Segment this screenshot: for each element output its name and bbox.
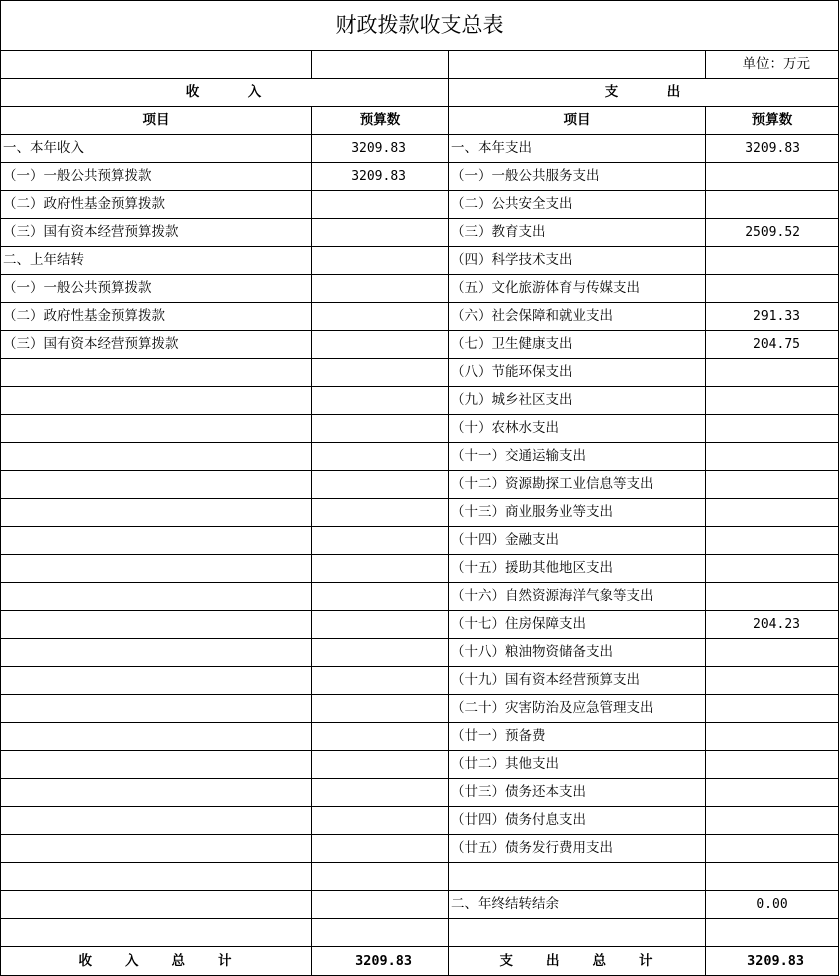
table-row: [1, 191, 839, 219]
table-row: [1, 639, 839, 667]
income-amount-cell: [312, 835, 449, 863]
expense-amount-cell: [706, 779, 839, 807]
expense-amount-cell: 291.33: [706, 303, 839, 331]
income-amount-cell: [312, 191, 449, 219]
expense-amount-cell: [706, 639, 839, 667]
expense-amount-cell: 204.75: [706, 331, 839, 359]
table-row: [1, 919, 839, 947]
income-item-cell: [1, 555, 312, 583]
expense-amount-cell: [706, 695, 839, 723]
income-amount-cell: [312, 779, 449, 807]
income-amount-cell: [312, 891, 449, 919]
income-item-cell: 一、本年收入: [1, 135, 312, 163]
expense-item-cell: （一）一般公共服务支出: [449, 163, 706, 191]
expense-item-cell: [449, 863, 706, 891]
expense-item-cell: 一、本年支出: [449, 135, 706, 163]
table-row: [1, 387, 839, 415]
income-item-cell: [1, 527, 312, 555]
income-item-cell: [1, 611, 312, 639]
expense-amount-cell: [706, 919, 839, 947]
title-row: [1, 1, 839, 51]
table-row: [1, 667, 839, 695]
table-row: [1, 275, 839, 303]
expense-amount-cell: [706, 583, 839, 611]
income-amount-cell: [312, 807, 449, 835]
expense-item-cell: （十四）金融支出: [449, 527, 706, 555]
table-row: [1, 807, 839, 835]
income-item-cell: （三）国有资本经营预算拨款: [1, 219, 312, 247]
expense-item-cell: （廿五）债务发行费用支出: [449, 835, 706, 863]
expense-amount-cell: [706, 863, 839, 891]
expense-item-cell: （七）卫生健康支出: [449, 331, 706, 359]
expense-item-cell: （十三）商业服务业等支出: [449, 499, 706, 527]
expense-item-cell: （二）公共安全支出: [449, 191, 706, 219]
table-row: [1, 219, 839, 247]
expense-amount-cell: 204.23: [706, 611, 839, 639]
expense-amount-cell: 2509.52: [706, 219, 839, 247]
table-row: [1, 555, 839, 583]
expense-amount-cell: [706, 555, 839, 583]
income-item-cell: （一）一般公共预算拨款: [1, 163, 312, 191]
table-row: [1, 247, 839, 275]
expense-item-cell: （十九）国有资本经营预算支出: [449, 667, 706, 695]
unit-label: 单位：万元: [706, 51, 839, 79]
income-amount-cell: [312, 751, 449, 779]
income-amount-cell: [312, 667, 449, 695]
table-row: [1, 835, 839, 863]
income-item-cell: （三）国有资本经营预算拨款: [1, 331, 312, 359]
income-item-cell: [1, 919, 312, 947]
unit-blank-2: [312, 51, 449, 79]
expense-item-cell: （九）城乡社区支出: [449, 387, 706, 415]
expense-amount-cell: [706, 359, 839, 387]
table-row: [1, 863, 839, 891]
income-amount-cell: [312, 359, 449, 387]
expense-item-cell: （三）教育支出: [449, 219, 706, 247]
table-row: [1, 443, 839, 471]
income-amount-cell: [312, 527, 449, 555]
income-amount-cell: [312, 919, 449, 947]
income-item-cell: [1, 583, 312, 611]
table-row: [1, 695, 839, 723]
expense-header: 支 出: [449, 79, 839, 107]
income-amount-cell: 3209.83: [312, 135, 449, 163]
income-amount-cell: [312, 583, 449, 611]
expense-total-label: 支 出 总 计: [449, 947, 706, 976]
unit-blank-3: [449, 51, 706, 79]
table-row: [1, 779, 839, 807]
table-row: [1, 415, 839, 443]
expense-budget-header: 预算数: [706, 107, 839, 135]
income-item-cell: [1, 723, 312, 751]
table-row: [1, 891, 839, 919]
expense-amount-cell: [706, 191, 839, 219]
income-amount-cell: [312, 471, 449, 499]
income-item-cell: [1, 443, 312, 471]
expense-amount-cell: [706, 247, 839, 275]
expense-item-cell: 二、年终结转结余: [449, 891, 706, 919]
expense-item-cell: （四）科学技术支出: [449, 247, 706, 275]
income-amount-cell: [312, 303, 449, 331]
expense-item-header: 项目: [449, 107, 706, 135]
expense-amount-cell: [706, 723, 839, 751]
income-item-cell: [1, 639, 312, 667]
expense-item-cell: （十七）住房保障支出: [449, 611, 706, 639]
table-row: [1, 359, 839, 387]
unit-row: [1, 51, 839, 79]
table-row: [1, 527, 839, 555]
expense-amount-cell: [706, 807, 839, 835]
income-amount-cell: [312, 695, 449, 723]
expense-item-cell: （廿一）预备费: [449, 723, 706, 751]
expense-item-cell: （六）社会保障和就业支出: [449, 303, 706, 331]
expense-amount-cell: [706, 499, 839, 527]
income-item-cell: [1, 499, 312, 527]
expense-amount-cell: [706, 415, 839, 443]
expense-item-cell: （十五）援助其他地区支出: [449, 555, 706, 583]
income-amount-cell: 3209.83: [312, 163, 449, 191]
table-row: [1, 135, 839, 163]
income-item-cell: [1, 695, 312, 723]
section-header-row: [1, 79, 839, 107]
income-amount-cell: [312, 247, 449, 275]
income-item-cell: （二）政府性基金预算拨款: [1, 191, 312, 219]
income-item-cell: [1, 751, 312, 779]
table-row: [1, 499, 839, 527]
income-item-cell: [1, 359, 312, 387]
income-amount-cell: [312, 415, 449, 443]
income-item-cell: [1, 667, 312, 695]
income-amount-cell: [312, 443, 449, 471]
unit-blank-1: [1, 51, 312, 79]
income-amount-cell: [312, 863, 449, 891]
income-amount-cell: [312, 387, 449, 415]
table-row: [1, 331, 839, 359]
income-amount-cell: [312, 499, 449, 527]
income-item-cell: [1, 835, 312, 863]
expense-item-cell: [449, 919, 706, 947]
column-header-row: [1, 107, 839, 135]
expense-amount-cell: [706, 527, 839, 555]
table-row: [1, 723, 839, 751]
income-budget-header: 预算数: [312, 107, 449, 135]
table-row: [1, 303, 839, 331]
income-amount-cell: [312, 611, 449, 639]
income-item-cell: [1, 891, 312, 919]
table-row: [1, 471, 839, 499]
table-row: [1, 751, 839, 779]
expense-amount-cell: [706, 471, 839, 499]
expense-item-cell: （廿三）债务还本支出: [449, 779, 706, 807]
income-total-amount: 3209.83: [312, 947, 449, 976]
expense-item-cell: （二十）灾害防治及应急管理支出: [449, 695, 706, 723]
expense-amount-cell: [706, 751, 839, 779]
expense-total-amount: 3209.83: [706, 947, 839, 976]
income-amount-cell: [312, 555, 449, 583]
expense-amount-cell: [706, 443, 839, 471]
expense-amount-cell: [706, 387, 839, 415]
expense-amount-cell: 0.00: [706, 891, 839, 919]
income-item-cell: [1, 807, 312, 835]
expense-item-cell: （五）文化旅游体育与传媒支出: [449, 275, 706, 303]
income-item-cell: [1, 863, 312, 891]
expense-item-cell: （八）节能环保支出: [449, 359, 706, 387]
expense-item-cell: （十）农林水支出: [449, 415, 706, 443]
table-row: [1, 611, 839, 639]
income-item-cell: [1, 471, 312, 499]
page-title: 财政拨款收支总表: [1, 1, 839, 51]
expense-amount-cell: [706, 275, 839, 303]
income-amount-cell: [312, 219, 449, 247]
income-item-cell: （二）政府性基金预算拨款: [1, 303, 312, 331]
expense-amount-cell: [706, 835, 839, 863]
expense-item-cell: （十一）交通运输支出: [449, 443, 706, 471]
income-item-header: 项目: [1, 107, 312, 135]
income-item-cell: [1, 415, 312, 443]
income-item-cell: [1, 387, 312, 415]
expense-item-cell: （廿二）其他支出: [449, 751, 706, 779]
income-item-cell: 二、上年结转: [1, 247, 312, 275]
income-amount-cell: [312, 331, 449, 359]
expense-amount-cell: [706, 667, 839, 695]
expense-item-cell: （十二）资源勘探工业信息等支出: [449, 471, 706, 499]
table-row: [1, 163, 839, 191]
expense-amount-cell: [706, 163, 839, 191]
income-item-cell: （一）一般公共预算拨款: [1, 275, 312, 303]
expense-item-cell: （廿四）债务付息支出: [449, 807, 706, 835]
table-row: [1, 583, 839, 611]
expense-amount-cell: 3209.83: [706, 135, 839, 163]
expense-item-cell: （十六）自然资源海洋气象等支出: [449, 583, 706, 611]
income-amount-cell: [312, 723, 449, 751]
income-item-cell: [1, 779, 312, 807]
total-row: [1, 947, 839, 976]
income-amount-cell: [312, 639, 449, 667]
income-header: 收 入: [1, 79, 449, 107]
income-amount-cell: [312, 275, 449, 303]
income-total-label: 收 入 总 计: [1, 947, 312, 976]
expense-item-cell: （十八）粮油物资储备支出: [449, 639, 706, 667]
